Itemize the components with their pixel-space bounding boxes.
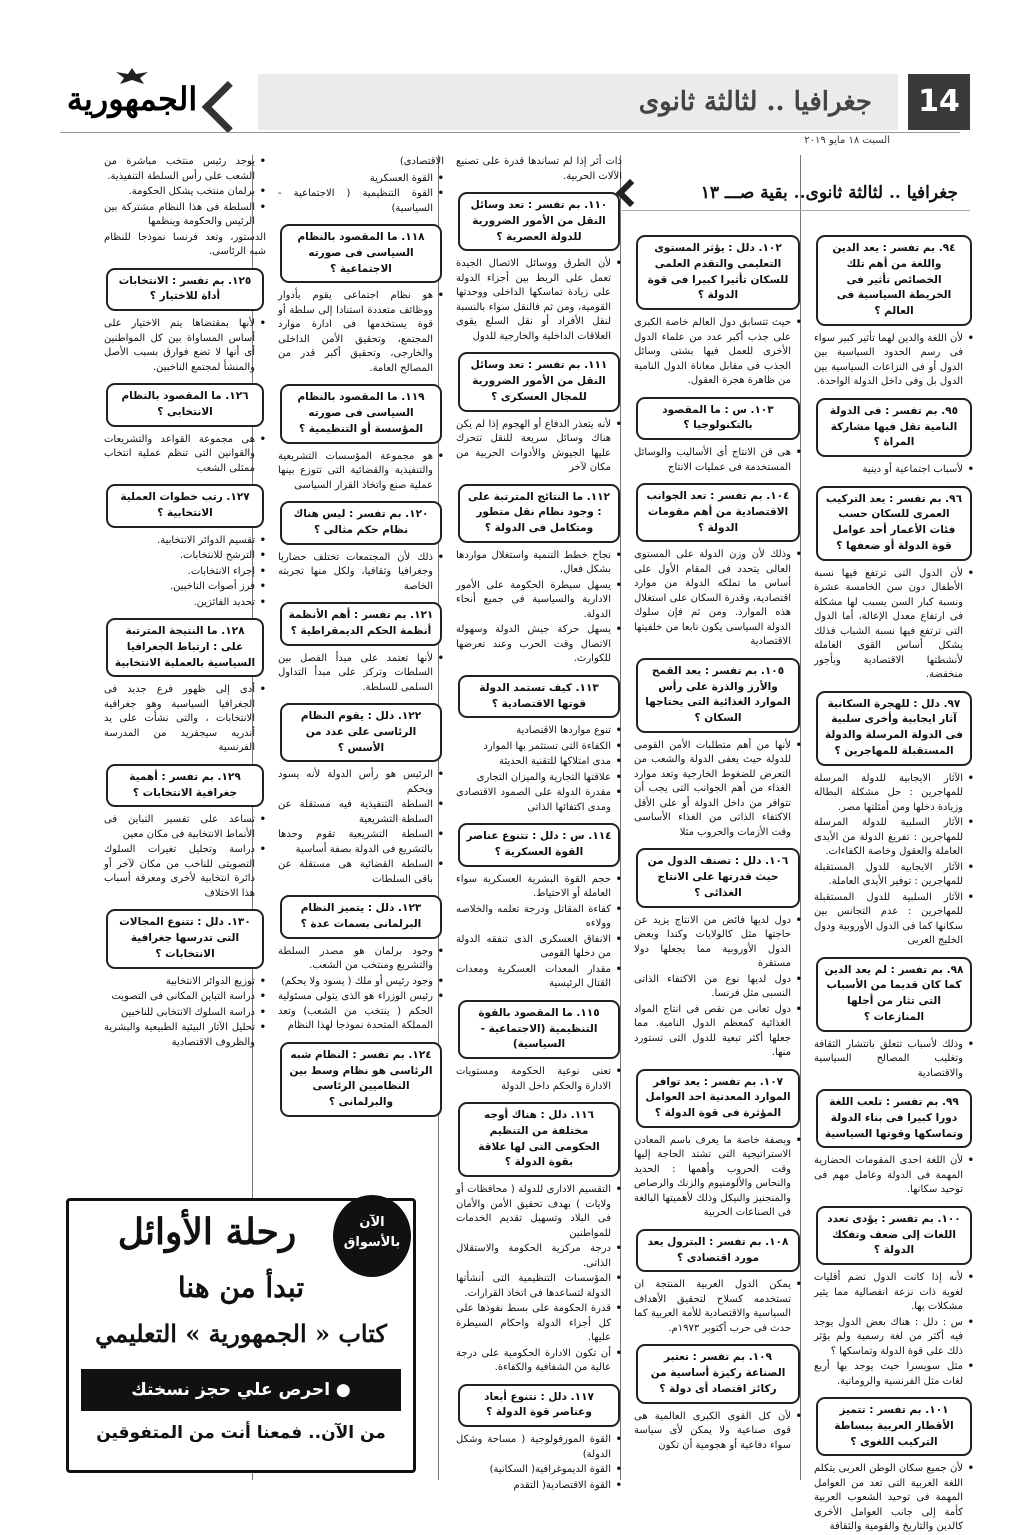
answer-bullet: • لأنه إذا كانت الدول تضم أقليات لغوية ذات نزعة انفصالية مما يثير مشكلات بها. (814, 1271, 974, 1315)
book-advertisement (66, 1198, 416, 1473)
question-box: ٩٩. بم تفسر : تلعب اللغة دورا كبيرا فى بناء الدولة وتماسكها وقوتها السياسية (816, 1089, 972, 1148)
question-box: ١٢٦. ما المقصود بالنظام الانتخابى ؟ (106, 383, 264, 427)
question-box: ١٠١. بم تفسر : تتميز الأقطار العربية ببساطة التركيب اللغوى ؟ (816, 1397, 972, 1456)
question-box: ١٢٩. بم تفسر : أهمية جغرافية الانتخابات ؟ (106, 764, 264, 808)
newspaper-logo (62, 80, 202, 130)
answer-bullet: • تقسيم الدوائر الانتخابية. (104, 534, 266, 549)
answer-bullet: • السلطة التنفيذية فيه مستقلة عن السلطة التشريعية (278, 798, 444, 827)
question-box: ١٠٣. س : ما المقصود بالتكنولوجيا ؟ (636, 397, 800, 441)
answer-bullet: • وجود رئيس أو ملك ( يسود ولا يحكم) (278, 975, 444, 990)
answer-bullet: • حيث تتسابق دول العالم خاصة الكبرى على جذب أكبر عدد من علماء الدول الأخرى للعمل فيها بشتى وسائل الجذب فى مقابل معاناة الدول النامية من ظاهرة هجرة العقول. (634, 316, 802, 389)
answer-bullet: • الآثار السلبية للدول المستقبلة للمهاجرين : عدم التجانس بين سكانها كما فى الدول الأوروبية ودول الخليج العربى (814, 891, 974, 949)
question-box: ١٠٧. بم تفسر : يعد توافر الموارد المعدنية احد العوامل المؤثرة فى قوة الدولة ؟ (636, 1069, 800, 1128)
answer-bullet: • تساعد على تفسير التباين فى الأنماط الانتخابية فى مكان معين (104, 813, 266, 842)
answer-bullet: • الانفاق العسكرى الذى تنفقه الدولة من دخلها القومى (456, 933, 622, 962)
answer-bullet: • تحديد الفائزين. (104, 596, 266, 611)
answer-bullet: • وبصفة خاصة ما يعرف باسم المعادن الاستراتيجية التى تشتد الحاجة إليها وقت الحروب وأهمها : الحديد والنحاس والألومنيوم والزنك والرصاص والمنجنيز والنيكل وذلك لأهميتها البالغة فى الصناعات الحربية (634, 1134, 802, 1221)
promo-call-to-action: ● احرص علي حجز نسختك (81, 1369, 401, 1411)
question-box: ١١٦. دلل : هناك أوجه مختلفة من التنظيم الحكومى التى لها علاقة بقوة الدولة ؟ (458, 1102, 620, 1177)
answer-bullet: • دراسة السلوك الانتخابى للناخبين (104, 1006, 266, 1021)
answer-bullet: • مدى امتلاكها للتقنية الحديثة (456, 755, 622, 770)
column-3 (456, 155, 622, 1491)
answer-bullet: • يسهل سيطرة الحكومة على الأمور الادارية والسياسية فى جميع أنحاء الدولة. (456, 579, 622, 623)
question-box: ١٠٨. بم تفسر : البترول يعد مورد اقتصادى ؟ (636, 1229, 800, 1273)
question-box: ١٠٥. بم تفسر : يعد القمح والأرز والذرة على رأس الموارد الغذائية التى يحتاجها السكان ؟ (636, 658, 800, 733)
question-box: ١١١. بم تفسر : تعد وسائل النقل من الأمور الضرورية للمجال العسكرى ؟ (458, 352, 620, 411)
answer-bullet: • ذلك لأن المجتمعات تختلف حضاريا وجغرافيا وثقافيا، ولكل منها تجربته الخاصة (278, 551, 444, 595)
answer-bullet: • الآثار الايجابية للدول المستقبلة للمهاجرين : توفير الأيدى العاملة. (814, 861, 974, 890)
question-box: ١٢٤. بم تفسر : النظام شبه الرئاسى هو نظام وسط بين النظاميين الرئاسى والبرلمانى ؟ (280, 1042, 442, 1117)
question-box: ١٣٠. دلل : تتنوع المجالات التى تدرسها جغرافية الانتخابات ؟ (106, 909, 264, 968)
answer-bullet: • الآثار السلبية للدولة المرسلة للمهاجرين : تفريغ الدولة من الأيدى العاملة والعقول وخاصة الكفاءات. (814, 816, 974, 860)
answer-bullet: • تنوع مواردها الاقتصادية (456, 724, 622, 739)
question-box: ١١٢. ما النتائج المترتبة على : وجود نظام نقل متطور ومتكامل فى الدولة ؟ (458, 484, 620, 543)
answer-bullet: • علاقتها التجارية والميزان التجارى (456, 771, 622, 786)
answer-bullet: • تحليل الآثار البيئية الطبيعية والبشرية والظروف الاقتصادية (104, 1021, 266, 1050)
section-title: جغرافيا .. لثالثة ثانوى (258, 74, 898, 130)
page-number: 14 (908, 74, 970, 130)
promo-book-name: كتاب « الجمهورية » التعليمي (95, 1319, 387, 1348)
answer-bullet: • فرز أصوات الناخبين. (104, 580, 266, 595)
answer-bullet: • مثل سويسرا حيث يوجد بها أربع لغات مثل الفرنسية والرومانية. (814, 1360, 974, 1389)
answer-bullet: • يسهل حركة جيش الدولة وسهولة الاتصال وقت الحرب وعند تعرضها للكوارث. (456, 623, 622, 667)
question-box: ٩٦. بم تفسر : يعد التركيب العمرى للسكان حسب فئات الأعمار أحد عوامل قوة الدولة أو ضعفها ؟ (816, 486, 972, 561)
question-box: ١٢٣. دلل : يتميز النظام البرلمانى بسمات عدة ؟ (280, 895, 442, 939)
question-box: ٩٥. بم تفسر : فى الدولة النامية تقل فيها مشاركة المراة ؟ (816, 398, 972, 457)
promo-subtitle: تبدأ من هنا (177, 1271, 305, 1304)
answer-bullet: • لأن الدول التى ترتفع فيها نسبة الأطفال دون سن الخامسة عشرة ونسبة كبار السن يسبب لها مشكلة فى ارتفاع معدل الإعالة، أما الدول التى ترتفع فيها نسبة الشباب فذلك يشكل أساس القوى العاملة لأنشطتها الاقتصادية وبأجور منخفضة. (814, 567, 974, 683)
answer-bullet: • لأسباب اجتماعية أو دينية (814, 463, 974, 478)
question-box: ١١٤. س : دلل : تتنوع عناصر القوة العسكرية ؟ (458, 823, 620, 867)
question-box: ١١٥. ما المقصود بالقوة التنظيمية (الاجتماعية - السياسية) (458, 1000, 620, 1059)
answer-bullet: • السلطة التشريعية تقوم وحدها بالتشريع فى الدولة بصفة أساسية (278, 828, 444, 857)
masthead (60, 74, 970, 130)
answer-bullet: • مقدار المعدات العسكرية ومعدات القتال الرئيسية (456, 963, 622, 992)
answer-bullet: • الكفاءة التى تستثمر بها الموارد (456, 740, 622, 755)
answer-bullet: • أن تكون الادارة الحكومية على درجة عالية من الشفافية والكفاءة. (456, 1347, 622, 1376)
answer-bullet: • هو مجموعة المؤسسات التشريعية والتنفيذية والقضائية التى تتوزع بينها عملية صنع واتخاذ القرار السياسى (278, 450, 444, 494)
badge-line: بالأسواق (343, 1234, 401, 1250)
promo-footer: من الآن.. فمعنا أنت من المتفوقين (96, 1423, 386, 1443)
question-box: ٩٨. بم تفسر : لم يعد الدين كما كان قديما من الأسباب التى تثار من أجلها المنازعات ؟ (816, 957, 972, 1032)
question-box: ٩٤. بم تفسر : يعد الدين واللغة من أهم تلك الخصائص تأثير فى الخريطة السياسية فى العالم ؟ (816, 235, 972, 326)
question-box: ١٠٢. دلل : يؤثر المستوى التعليمى والتقدم العلمى للسكان تأثيرا كبيرا فى قوة الدولة ؟ (636, 235, 800, 310)
question-box: ١٢٠. بم تفسر : ليس هناك نظام حكم مثالى ؟ (280, 501, 442, 545)
answer-bullet: • لأنه يتعذر الدفاع أو الهجوم إذا لم يكن هناك وسائل سريعة للنقل تتحرك عليها الجيوش والأدوات الحربية من مكان لآخر (456, 418, 622, 476)
answer-bullet: • لأن الطرق ووسائل الاتصال الجيدة تعمل على الربط بين أجزاء الدولة على زيادة تماسكها الداخلى ووحدتها القومية، ومن ثم فالنقل سواء بالنسبة لنقل الأفراد أو نقل السلع يقوى العلاقات الداخلية والخارجية للدول (456, 257, 622, 344)
continued-text: الدستور، وتعد فرنسا نموذجا للنظام شبه الرئاسى. (104, 231, 266, 257)
answer-bullet: • القوة العسكرية (278, 172, 444, 187)
question-box: ١٠٠. بم تفسر : يؤدى تعدد اللغات إلى ضعف وتفكك الدولة ؟ (816, 1206, 972, 1265)
answer-bullet: • دراسة وتحليل تغيرات السلوك التصويتى للناخب من مكان لآخر أو دائرة انتخابية لأخرى ومعرفة أسباب هذا الاختلاف (104, 843, 266, 901)
question-box: ١١٨. ما المقصود بالنظام السياسى فى صورته الاجتماعية ؟ (280, 224, 442, 283)
answer-bullet: • دول تعانى من نقص فى انتاج المواد الغذائية كمعظم الدول النامية. مما جعلها أكثر تبعية للدول التى تستورد منها. (634, 1003, 802, 1061)
answer-bullet: • هو نظام اجتماعى يقوم بأدوار ووظائف متعددة استنادا إلى سلطة أو قوة يستخدمها فى ادارة موارد المجتمع، وتحقيق الأمن الداخلى والخارجى، وتحقيق أكبر قدر من المصالح العامة. (278, 289, 444, 376)
answer-bullet: • س : دلل : هناك بعض الدول يوجد فيه أكثر من لغة رسمية ولم يؤثر ذلك على قوة الدولة وتماسكها ؟ (814, 1316, 974, 1360)
answer-bullet: • هى فن الانتاج أى الأساليب والوسائل المستخدمة فى عمليات الانتاج (634, 446, 802, 475)
answer-bullet: • يوجد رئيس منتخب مباشرة من الشعب على رأس السلطة التنفيذية. (104, 155, 266, 184)
question-box: ١١٠. بم تفسر : تعد وسائل النقل من الأمور الضرورية للدولة العصرية ؟ (458, 192, 620, 251)
answer-bullet: • دول لديها نوع من الاكتفاء الذاتى النسبى مثل فرنسا. (634, 973, 802, 1002)
answer-bullet: • لأنها من أهم متطلبات الأمن القومى للدولة حيث يعفى الدولة والشعب من التعرض للضغوط الخارجية وتعد موارد الغذاء من أهم الجوانب التى يجب أن تتوافر من داخل الدولة أو على الأقل الاكتفاء الذاتى من الغذاء الأساسى وقت الأزمات والحروب مثلا (634, 739, 802, 841)
answer-bullet: • هى مجموعة القواعد والتشريعات والقوانين التى تنظم عملية انتخاب ممثلى الشعب (104, 433, 266, 477)
answer-bullet: • لأن اللغة احدى المقومات الحضارية المهمة فى الدولة وعامل مهم فى توحيد سكانها. (814, 1154, 974, 1198)
question-box: ١١٩. ما المقصود بالنظام السياسى فى صورته المؤسسة أو التنظيمية ؟ (280, 384, 442, 443)
issue-date: السبت ١٨ مايو ٢٠١٩ (60, 132, 960, 146)
question-box: ١٠٤. بم تفسر : تعد الجوانب الاقتصادية من أهم مقومات الدولة ؟ (636, 483, 800, 542)
answer-bullet: • المؤسسات التنظيمية التى أنشأتها الدولة لتساعدها فى اتخاذ القرارات. (456, 1272, 622, 1301)
answer-bullet: • وذلك لأن وزن الدولة على المستوى العالى يتحدد فى المقام الأول على أساس ما تملكه الدولة من موارد اقتصادية، وقدرة السكان على استغلال هذه الموارد. ومن ثم فإن سلوك الدولة السياسى يكون نابعا من خلفيتها الاقتصادية (634, 548, 802, 650)
answer-bullet: • إجراء الانتخابات. (104, 565, 266, 580)
badge-line: الآن (359, 1215, 385, 1230)
answer-bullet: • القوة التنظيمية ( الاجتماعية - السياسية) (278, 187, 444, 216)
answer-bullet: • لأنها تعتمد على مبدأ الفصل بين السلطات وتركز على مبدأ التداول السلمى للسلطة. (278, 652, 444, 696)
answer-bullet: • الآثار الايجابية للدولة المرسلة للمهاجرين : حل مشكلة البطالة وزيادة دخلها ومن أمثلتها مصر. (814, 772, 974, 816)
question-box: ١٠٩. بم تفسر : تعتبر الصناعة ركيزة أساسية من ركائز اقتصاد أى دولة ؟ (636, 1344, 800, 1403)
question-box: ١١٧. دلل : تتنوع أبعاد وعناصر قوة الدولة ؟ (458, 1384, 620, 1428)
question-box: ٩٧. دلل : للهجرة السكانية آثار ايجابية وأخرى سلبية فى الدولة المرسلة والدولة المستقبلة للمهاجرين ؟ (816, 691, 972, 766)
question-box: ١٢١. بم تفسر : أهم الأنظمة أنظمة الحكم الديمقراطية ؟ (280, 602, 442, 646)
question-box: ١١٣. كيف تستمد الدولة قوتها الاقتصادية ؟ (458, 675, 620, 719)
answer-bullet: • قدرة الحكومة على بسط نفوذها على كل أجزاء الدولة واحكام السيطرة عليها. (456, 1302, 622, 1346)
answer-bullet: • تعنى نوعية الحكومة ومستويات الادارة والحكم داخل الدولة (456, 1065, 622, 1094)
logo-text: الجمهورية (66, 80, 198, 118)
answer-bullet: • مقدرة الدولة على الصمود الاقتصادى ومدى اكتفائها الذاتى (456, 786, 622, 815)
answer-bullet: • الرئيس هو رأس الدولة لأنه يسود ويحكم (278, 768, 444, 797)
promo-title: رحلة الأوائل (117, 1211, 297, 1253)
question-box: ١٢٧. رتب خطوات العملية الانتخابية ؟ (106, 484, 264, 528)
eagle-emblem-icon (114, 68, 150, 84)
answer-bullet: • حجم القوة البشرية العسكرية سواء العاملة أو الاحتياط. (456, 873, 622, 902)
answer-bullet: • لأن كل القوى الكبرى العالمية هى قوى صناعية ولا يمكن لأى سياسة سواء دفاعية أو هجومية أن تكون (634, 1410, 802, 1454)
answer-bullet: • لأن جميع سكان الوطن العربى يتكلم اللغة العربية التى تعد من العوامل المهمة فى توحيد الشعوب العربية كأمة إلى جانب العوامل الأخرى كالدين والتاريخ والقومية والثقافة (814, 1462, 974, 1535)
question-box: ١٢٥. بم تفسر : الانتخابات أداة للاختيار ؟ (106, 268, 264, 312)
question-box: ١٠٦. دلل : تصنف الدول من حيث قدرتها على الانتاج الغذائى ؟ (636, 848, 800, 907)
answer-bullet: • توزيع الدوائر الانتخابية (104, 975, 266, 990)
answer-bullet: • برلمان منتخب يشكل الحكومة. (104, 185, 266, 200)
question-box: ١٢٢. دلل : يقوم النظام الرئاسى على عدد من الأسس ؟ (280, 703, 442, 762)
answer-bullet: • السلطة القضائية هى مستقلة عن باقى السلطات (278, 858, 444, 887)
answer-bullet: • القوة الديموغرافية( السكانية) (456, 1463, 622, 1478)
answer-bullet: • دول لديها فائض من الانتاج يزيد عن حاجتها مثل كالولايات وكندا وبعض الدول الأوروبية مما يجعلها دولا مستقرة (634, 914, 802, 972)
answer-bullet: • درجة مركزية الحكومة والاستقلال الذاتى. (456, 1242, 622, 1271)
continued-text: الاقتصادى) (399, 156, 444, 167)
column-1 (814, 155, 974, 1533)
answer-bullet: • وذلك لأسباب تتعلق بانتشار الثقافة وتغليب المصالح السياسية والاقتصادية (814, 1038, 974, 1082)
answer-bullet: • القوة المورفولوجية ( مساحة وشكل الدولة) (456, 1433, 622, 1462)
answer-bullet: • القوة الاقتصادية( التقدم (456, 1479, 622, 1494)
answer-bullet: • أدى إلى ظهور فرع جديد فى الجغرافيا السياسية وهو جغرافية الانتخابات ، والتى نشأت على يد أندريه سيجفريد من المدرسة الفرنسية (104, 683, 266, 756)
answer-bullet: • دراسة التباين المكانى فى التصويت (104, 990, 266, 1005)
answer-bullet: • يمكن الدول العربية المنتجة ان تستخدمه كسلاح لتحقيق الأهداف السياسية والاقتصادية للأمة العربية كما حدث فى حرب أكتوبر ١٩٧٣م. (634, 1278, 802, 1336)
column-5 (104, 155, 266, 1185)
now-available-badge (333, 1195, 411, 1277)
answer-bullet: • لأن اللغة والدين لهما تأثير كبير سواء فى رسم الحدود السياسية بين الدول أو فى النزاعات السياسية بين الدول بل وفى داخل الدولة الواحدة. (814, 332, 974, 390)
column-2 (634, 155, 802, 1485)
answer-bullet: • رئيس الوزراء هو الذى يتولى مسئولية الحكم ( ينتخب من الشعب) وتعد المملكة المتحدة نموذجا لهذا النظام (278, 990, 444, 1034)
answer-bullet: • كفاءة المقاتل ودرجة تعلمه والخلاصه وولاءه (456, 903, 622, 932)
answer-bullet: • نجاح خطط التنمية واستغلال مواردها بشكل فعال. (456, 549, 622, 578)
continuation-banner: جغرافيا .. لثالثة ثانوى.. بقية صـــ ١٣ (620, 175, 970, 211)
question-box: ١٢٨. ما النتيجة المترتبة على : ارتباط الجغرافيا السياسية بالعملية الانتخابية (106, 618, 264, 677)
answer-bullet: • التقسيم الادارى للدولة ( محافظات أو ولايات ) بهدف تحقيق الأمن والأمان فى البلاد وتسهيل تقديم الخدمات للمواطنين (456, 1183, 622, 1241)
continued-text: ذات أثر إذا لم تساندها قدرة على تصنيع الآلات الحربية. (456, 156, 622, 182)
answer-bullet: • الترشح للانتخابات. (104, 549, 266, 564)
answer-bullet: • وجود برلمان هو مصدر السلطة والتشريع ومنتخب من الشعب. (278, 945, 444, 974)
answer-bullet: • لأنها بمقتضاها يتم الاختيار على أساس المساواة بين كل المواطنين أى أنها لا تضع فوارق بسبب الأصل والمنشأ لمجتمع الناخبين. (104, 317, 266, 375)
answer-bullet: • السلطة فى هذا النظام مشتركة بين الرئيس والحكومة وينظمها (104, 201, 266, 230)
